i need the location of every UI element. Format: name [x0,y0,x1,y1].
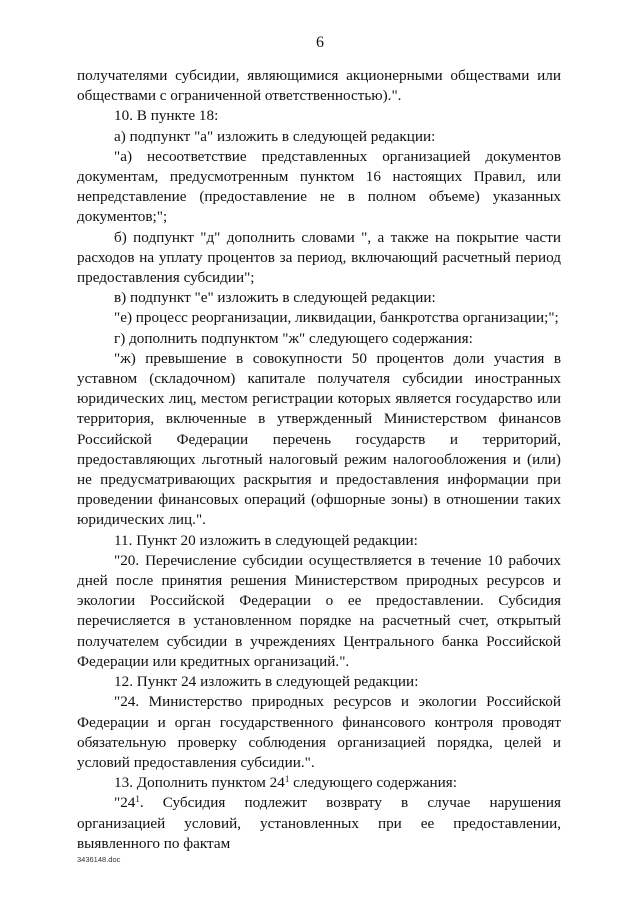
paragraph-11: 12. Пункт 24 изложить в следующей редакции: [114,673,419,691]
footer-doc-code: 3436148.doc [77,855,121,864]
paragraph-13-text: 13. Дополнить пунктом 24 [114,774,285,792]
paragraph-14-text: "24 [114,794,136,812]
paragraph-6: "е) процесс реорганизации, ликвидации, банкротства организации;"; [114,309,559,327]
paragraph-14-text-end: . Субсидия подлежит возврату в случае нарушения организацией условий, установленных при ее предоставлении, выявленного по фактам [77,794,561,852]
paragraph-5: в) подпункт "е" изложить в следующей редакции: [114,289,436,307]
superscript: 1 [284,774,290,785]
paragraph-0: получателями субсидии, являющимися акционерными обществами или обществами с ограниченной ответственностью).". [77,67,561,105]
paragraph-1: 10. В пункте 18: [114,107,219,125]
superscript: 1 [135,794,140,805]
paragraph-4: б) подпункт "д" дополнить словами ", а также на покрытие части расходов на уплату процентов за период, включающий расчетный период предоставления субсидии"; [77,228,561,287]
paragraph-10: "20. Перечисление субсидии осуществляется в течение 10 рабочих дней после принятия решения Министерством природных ресурсов и экологии Российской Федерации о ее предоставлении. Субсидия перечисляется в установленном порядке на расчетный счет, открытый получателем субсидии в учреждениях Центрального банка Российской Федерации или кредитных организаций.". [77,551,561,670]
paragraph-8: "ж) превышение в совокупности 50 процентов доли участия в уставном (складочном) капитале получателя субсидии иностранных юридических лиц, местом регистрации которых является государство или территория, включенные в утвержденный Министерством финансов Российской Федерации перечень государств и территорий, предоставляющих льготный налоговый режим налогообложения и (или) не предусматривающих раскрытия и предоставления информации при проведении финансовых операций (офшорные зоны) в отношении таких юридических лиц.". [77,349,561,529]
paragraph-3: "а) несоответствие представленных организацией документов документам, предусмотренным пунктом 16 настоящих Правил, или непредставление (предоставление не в полном объеме) указанных документов;"; [77,147,561,226]
paragraph-13 [77,773,561,793]
paragraph-14 [77,793,561,854]
paragraph-7: г) дополнить подпунктом "ж" следующего содержания: [114,329,473,347]
paragraph-2: а) подпункт "а" изложить в следующей редакции: [114,127,436,145]
paragraph-12: "24. Министерство природных ресурсов и экологии Российской Федерации и орган государственного финансового контроля проводят обязательную проверку соблюдения организацией порядка, целей и условий предоставления субсидии.". [77,693,561,771]
paragraph-13-text-end: следующего содержания: [289,774,457,792]
document-body [77,66,561,854]
paragraph-9: 11. Пункт 20 изложить в следующей редакции: [114,531,418,549]
page-number: 6 [316,34,324,51]
